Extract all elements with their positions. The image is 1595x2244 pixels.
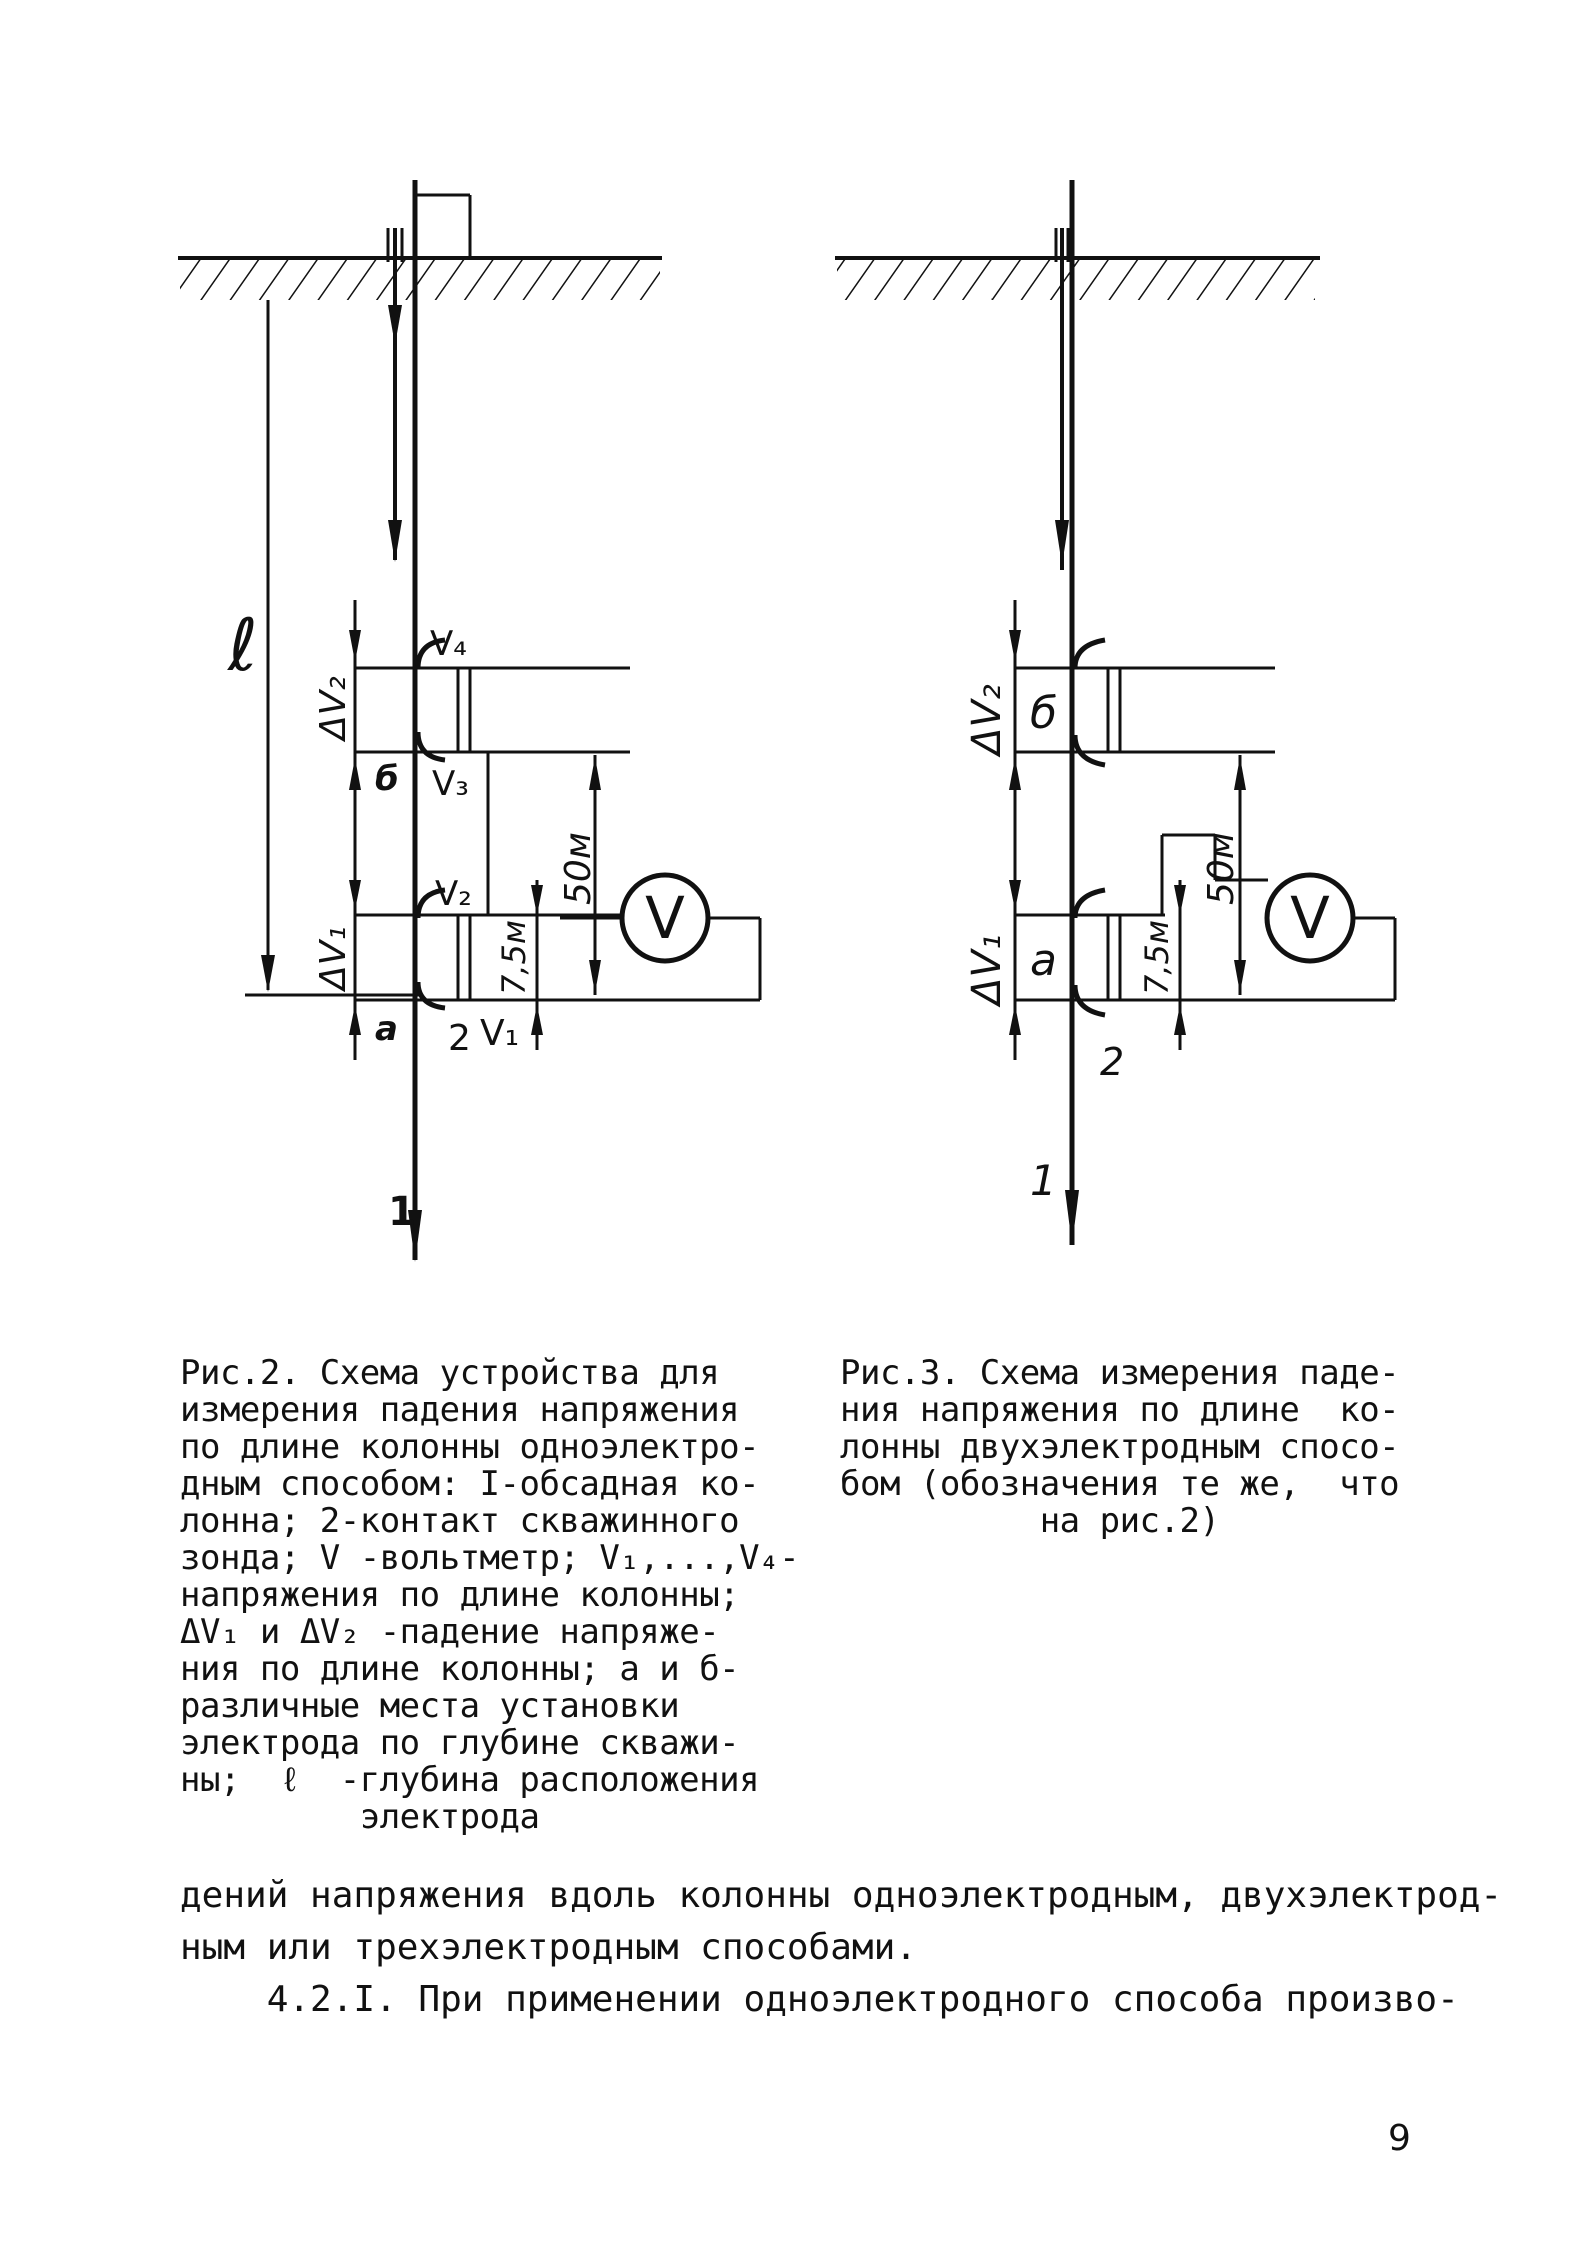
fig2-label-v4: V₄ — [430, 624, 467, 664]
fig2-label-a: а — [375, 1009, 398, 1049]
caption-line: Рис.2. Схема устройства для — [180, 1353, 720, 1393]
fig3-label-delta-v1: ΔV₁ — [964, 934, 1010, 1005]
caption-line: Рис.3. Схема измерения паде- — [840, 1353, 1400, 1393]
fig2-label-b: б — [375, 759, 399, 799]
figure-2-caption — [180, 1355, 820, 1836]
caption-line: на рис.2) — [840, 1501, 1220, 1541]
fig3-label-a: а — [1030, 935, 1057, 986]
caption-line: напряжения по длине колонны; — [180, 1575, 740, 1615]
fig3-label-50m: 50м — [1201, 832, 1242, 905]
figure-3 — [835, 180, 1395, 1245]
fig2-ground — [178, 258, 662, 300]
caption-line: лонна; 2-контакт скважинного — [180, 1501, 740, 1541]
figure-2 — [178, 180, 760, 1262]
body-text — [180, 1870, 1503, 2026]
fig3-casing-column — [1065, 180, 1079, 1245]
caption-line: ΔV₁ и ΔV₂ -падение напряже- — [180, 1612, 720, 1652]
fig3-voltmeter-label: V — [1290, 884, 1330, 952]
fig3-label-contact: 2 — [1100, 1040, 1125, 1084]
fig2-label-v1: V₁ — [480, 1013, 520, 1054]
fig2-label-v2: V₂ — [435, 874, 472, 914]
caption-line: электрода по глубине скважи- — [180, 1723, 740, 1763]
page-number: 9 — [1388, 2118, 1411, 2159]
fig3-label-casing: 1 — [1030, 1156, 1057, 1205]
caption-line: по длине колонны одноэлектро- — [180, 1427, 760, 1467]
body-line: дений напряжения вдоль колонны одноэлектродным, двухэлектрод- — [180, 1875, 1503, 1916]
fig2-label-v3: V₃ — [432, 764, 469, 804]
caption-line: дным способом: I-обсадная ко- — [180, 1464, 760, 1504]
fig2-label-length: ℓ — [228, 603, 258, 687]
fig2-voltmeter-label: V — [645, 884, 685, 952]
caption-line: лонны двухэлектродным спосо- — [840, 1427, 1400, 1467]
fig3-label-75m: 7,5м — [1138, 919, 1176, 995]
fig2-upper-contacts — [355, 640, 630, 760]
fig3-label-b: б — [1030, 688, 1058, 739]
caption-line: зонда; V -вольтметр; V₁,...,V₄- — [180, 1538, 800, 1578]
fig2-casing-column — [408, 180, 470, 1262]
fig2-label-50m: 50м — [558, 832, 599, 905]
figure-3-caption — [840, 1355, 1440, 1540]
caption-line: ния напряжения по длине ко- — [840, 1390, 1400, 1430]
caption-line: ны; ℓ -глубина расположения — [180, 1760, 760, 1800]
fig3-ground — [835, 258, 1320, 300]
body-line: 4.2.I. При применении одноэлектродного способа произво- — [180, 1979, 1459, 2020]
body-line: ным или трехэлектродным способами. — [180, 1927, 917, 1968]
caption-line: ния по длине колонны; а и б- — [180, 1649, 740, 1689]
fig3-label-delta-v2: ΔV₂ — [964, 684, 1010, 755]
fig2-label-contact: 2 — [448, 1018, 471, 1059]
fig2-label-delta-v2: ΔV₂ — [313, 676, 354, 740]
caption-line: бом (обозначения те же, что — [840, 1464, 1400, 1504]
caption-line: измерения падения напряжения — [180, 1390, 740, 1430]
caption-line: электрода — [180, 1797, 540, 1837]
fig2-label-casing: 1 — [388, 1189, 416, 1235]
fig2-label-75m: 7,5м — [495, 919, 533, 995]
fig2-label-delta-v1: ΔV₁ — [313, 926, 354, 990]
caption-line: различные места установки — [180, 1686, 680, 1726]
